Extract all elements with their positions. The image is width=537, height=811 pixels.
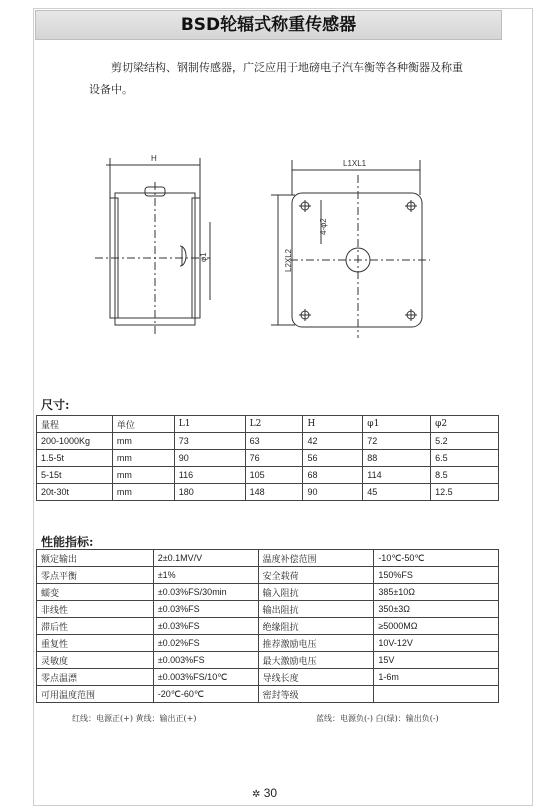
dims-cell: 12.5: [431, 484, 499, 501]
perf-label-cell: 输入阻抗: [258, 584, 374, 601]
dims-cell: 5.2: [431, 433, 499, 450]
perf-title: 性能指标:: [41, 535, 94, 549]
dims-cell: 8.5: [431, 467, 499, 484]
intro-text: 剪切梁结构、钢制传感器，广泛应用于地磅电子汽车衡等各种衡器及称重设备中。: [89, 61, 463, 96]
table-row: [37, 618, 499, 635]
performance-table: [36, 549, 499, 703]
dims-cell: 45: [363, 484, 431, 501]
intro-paragraph: [89, 57, 469, 101]
perf-value-cell: [374, 686, 499, 703]
perf-label-cell: 最大激励电压: [258, 652, 374, 669]
perf-label-cell: 滞后性: [37, 618, 154, 635]
dims-cell: 20t-30t: [37, 484, 113, 501]
dims-header-cell: H: [303, 416, 363, 433]
perf-label-cell: 绝缘阻抗: [258, 618, 374, 635]
perf-label-cell: 蠕变: [37, 584, 154, 601]
dims-cell: mm: [112, 467, 174, 484]
perf-value-cell: ±0.02%FS: [153, 635, 258, 652]
label-holes: 4-φ2: [319, 218, 328, 235]
dims-cell: 116: [174, 467, 245, 484]
perf-value-cell: ±0.003%FS: [153, 652, 258, 669]
table-row: [37, 484, 499, 501]
perf-value-cell: -10℃-50℃: [374, 550, 499, 567]
perf-label-cell: 温度补偿范围: [258, 550, 374, 567]
perf-label-cell: 灵敏度: [37, 652, 154, 669]
dims-header-cell: 量程: [37, 416, 113, 433]
perf-value-cell: 385±10Ω: [374, 584, 499, 601]
perf-label-cell: 密封等级: [258, 686, 374, 703]
perf-value-cell: ±0.03%FS: [153, 601, 258, 618]
perf-value-cell: 10V-12V: [374, 635, 499, 652]
label-l1xl1: L1XL1: [343, 159, 367, 168]
table-row: [37, 686, 499, 703]
table-row: [37, 601, 499, 618]
dims-header-row: [37, 416, 499, 433]
page-title: BSD轮辐式称重传感器: [35, 10, 502, 40]
dims-cell: 90: [303, 484, 363, 501]
table-row: [37, 635, 499, 652]
perf-label-cell: 输出阻抗: [258, 601, 374, 618]
perf-value-cell: 15V: [374, 652, 499, 669]
perf-label-cell: 重复性: [37, 635, 154, 652]
dims-cell: 1.5-5t: [37, 450, 113, 467]
dimensions-table: [36, 415, 499, 501]
table-row: [37, 652, 499, 669]
dims-cell: 56: [303, 450, 363, 467]
dims-header-cell: 单位: [112, 416, 174, 433]
technical-drawing: [0, 140, 537, 340]
label-h: H: [151, 154, 157, 163]
dims-cell: 6.5: [431, 450, 499, 467]
perf-value-cell: ±0.03%FS/30min: [153, 584, 258, 601]
dims-header-cell: φ1: [363, 416, 431, 433]
page-number-block: [252, 786, 277, 800]
perf-value-cell: ±0.003%FS/10℃: [153, 669, 258, 686]
perf-label-cell: 额定输出: [37, 550, 154, 567]
wire-note-left: 红线：电源正(+) 黄线：输出正(+): [72, 714, 197, 723]
dims-cell: 5-15t: [37, 467, 113, 484]
perf-label-cell: 非线性: [37, 601, 154, 618]
dims-header-cell: L1: [174, 416, 245, 433]
perf-value-cell: ≥5000MΩ: [374, 618, 499, 635]
side-view: [95, 158, 210, 335]
dims-header-cell: φ2: [431, 416, 499, 433]
perf-value-cell: 150%FS: [374, 567, 499, 584]
perf-label-cell: 推荐激励电压: [258, 635, 374, 652]
dims-cell: 88: [363, 450, 431, 467]
perf-value-cell: 2±0.1MV/V: [153, 550, 258, 567]
perf-value-cell: -20℃-60℃: [153, 686, 258, 703]
perf-value-cell: 1-6m: [374, 669, 499, 686]
dims-cell: 90: [174, 450, 245, 467]
dims-cell: 42: [303, 433, 363, 450]
perf-value-cell: 350±3Ω: [374, 601, 499, 618]
dims-cell: mm: [112, 484, 174, 501]
perf-label-cell: 零点平衡: [37, 567, 154, 584]
dims-cell: 105: [245, 467, 303, 484]
perf-label-cell: 导线长度: [258, 669, 374, 686]
table-row: [37, 450, 499, 467]
dims-cell: 180: [174, 484, 245, 501]
plan-view: [271, 160, 430, 338]
page-number: 30: [263, 786, 278, 800]
table-row: [37, 433, 499, 450]
dims-cell: mm: [112, 450, 174, 467]
dims-cell: 73: [174, 433, 245, 450]
table-row: [37, 669, 499, 686]
table-row: [37, 584, 499, 601]
label-phi1: φ1: [199, 252, 208, 262]
dims-cell: 114: [363, 467, 431, 484]
wire-note-right: 蓝线：电源负(-) 白(绿)：输出负(-): [316, 714, 439, 723]
dims-title: 尺寸:: [41, 398, 70, 412]
dims-header-cell: L2: [245, 416, 303, 433]
star-icon: ✲: [252, 789, 261, 800]
table-row: [37, 550, 499, 567]
table-row: [37, 567, 499, 584]
perf-label-cell: 可用温度范围: [37, 686, 154, 703]
label-l2xl2: L2XL2: [284, 248, 293, 272]
dims-cell: 72: [363, 433, 431, 450]
dims-cell: mm: [112, 433, 174, 450]
perf-label-cell: 零点温漂: [37, 669, 154, 686]
perf-value-cell: ±0.03%FS: [153, 618, 258, 635]
dims-cell: 148: [245, 484, 303, 501]
perf-label-cell: 安全载荷: [258, 567, 374, 584]
table-row: [37, 467, 499, 484]
dims-cell: 200-1000Kg: [37, 433, 113, 450]
dims-cell: 76: [245, 450, 303, 467]
dims-cell: 68: [303, 467, 363, 484]
dims-cell: 63: [245, 433, 303, 450]
perf-value-cell: ±1%: [153, 567, 258, 584]
